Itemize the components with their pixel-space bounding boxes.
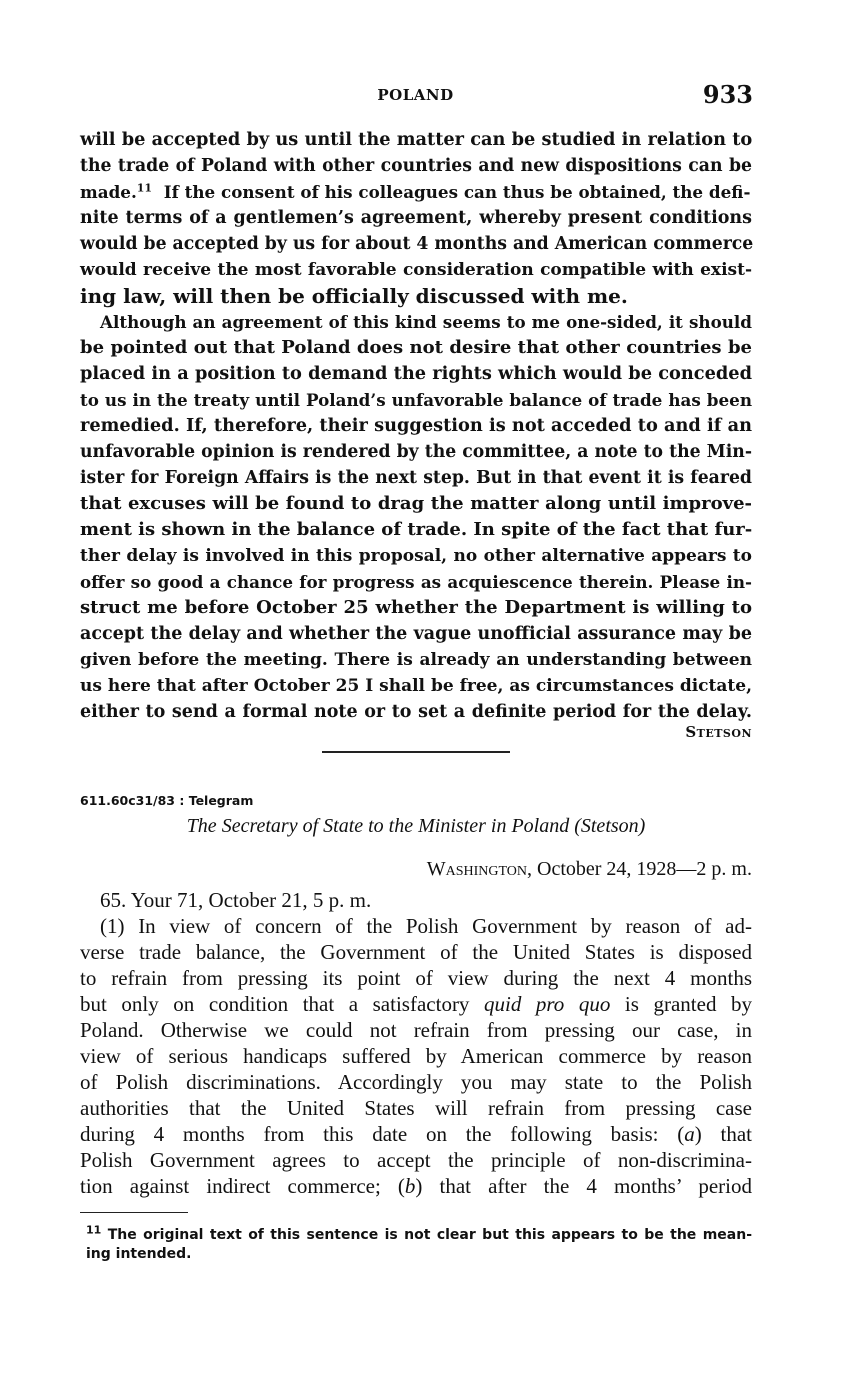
dateline-place: Washington [426,858,528,880]
text-segment: ) that after the 4 months’ period [415,1174,752,1198]
footnote-text: The original text of this sentence is not clear but this appears to be the mean- [107,1227,752,1243]
text-line: the trade of Poland with other countries and new dispositions can be [80,156,752,176]
text-line [80,991,752,1017]
page-number: 933 [702,80,753,109]
text-line: nite terms of a gentlemen’s agreement, whereby present conditions [80,208,752,228]
title-main: The Secretary of State to the Minister in Poland [186,815,570,837]
text-line: ment is shown in the balance of trade. In spite of the fact that fur- [80,519,753,540]
text-segment: If the consent of his colleagues can thus be obtained, the defi- [163,182,751,202]
text-line: remedied. If, therefore, their suggestion is not acceded to and if an [80,415,752,436]
text-segment: during 4 months from this date on the following basis: ( [80,1122,685,1146]
text-line: to refrain from pressing its point of view during the next 4 months [80,966,752,990]
dateline-date: , October 24, 1928—2 p. m. [527,858,752,880]
footnote-marker: 11 [136,181,153,195]
text-line: will be accepted by us until the matter can be studied in relation to [80,129,753,150]
text-segment: is granted by [624,992,752,1016]
text-segment: made. [80,182,137,202]
text-line: Poland. Otherwise we could not refrain from pressing our case, in [80,1018,752,1042]
text-line: struct me before October 25 whether the Department is willing to [80,597,752,618]
text-line: that excuses will be found to drag the matter along until improve- [80,493,752,514]
text-line: Although an agreement of this kind seems to me one-sided, it should [100,312,752,332]
text-line: offer so good a chance for progress as acquiescence therein. Please in- [80,572,752,592]
text-line: placed in a position to demand the rights which would be conceded [80,363,752,384]
text-segment: but only on condition that a satisfactory [80,992,470,1016]
file-reference: 611.60c31/83 : Telegram [80,793,254,808]
text-line: us here that after October 25 I shall be free, as circumstances dictate, [80,676,752,696]
italic-letter: b [404,1174,416,1198]
text-line: to us in the treaty until Poland’s unfavorable balance of trade has been [80,390,752,410]
footnote-rule [80,1212,188,1213]
text-line: would receive the most favorable consideration compatible with exist- [80,260,752,280]
italic-phrase: quid pro quo [484,992,611,1016]
section-title: POLAND [377,86,454,104]
text-line: of Polish discriminations. Accordingly you may state to the Polish [80,1070,752,1094]
text-segment: tion against indirect commerce; ( [80,1174,405,1198]
footnote-line: ing intended. [86,1246,192,1262]
section-divider [322,751,510,753]
text-line: ister for Foreign Affairs is the next step. But in that event it is feared [80,468,752,488]
text-line [80,179,752,205]
text-line: 65. Your 71, October 21, 5 p. m. [100,888,372,912]
text-line: (1) In view of concern of the Polish Government by reason of ad- [100,914,752,938]
text-line: accept the delay and whether the vague unofficial assurance may be [80,624,752,644]
text-line: given before the meeting. There is already an understanding between [80,650,752,670]
text-line: verse trade balance, the Government of the United States is disposed [80,940,752,964]
text-line [80,1121,752,1147]
text-line: ing law, will then be officially discussed with me. [80,284,628,308]
footnote-number: 11 [86,1223,102,1237]
italic-letter: a [684,1122,695,1146]
signature: Stetson [685,723,752,741]
text-line: be pointed out that Poland does not desire that other countries be [80,337,752,358]
footnote-line [86,1223,752,1244]
text-segment: ) that [694,1122,753,1146]
text-line: either to send a formal note or to set a definite period for the delay. [80,702,752,722]
text-line: Polish Government agrees to accept the principle of non-discrimina- [80,1148,752,1172]
text-line: unfavorable opinion is rendered by the committee, a note to the Min- [80,442,752,462]
text-line [80,1173,752,1199]
text-line: would be accepted by us for about 4 months and American commerce [80,234,754,254]
text-line: view of serious handicaps suffered by American commerce by reason [80,1044,752,1068]
text-line: authorities that the United States will refrain from pressing case [80,1096,752,1120]
text-line: ther delay is involved in this proposal, no other alternative appears to [80,546,752,566]
title-name: (Stetson) [574,815,646,837]
running-head [78,80,753,108]
dateline [427,858,752,881]
document-title [80,815,752,838]
